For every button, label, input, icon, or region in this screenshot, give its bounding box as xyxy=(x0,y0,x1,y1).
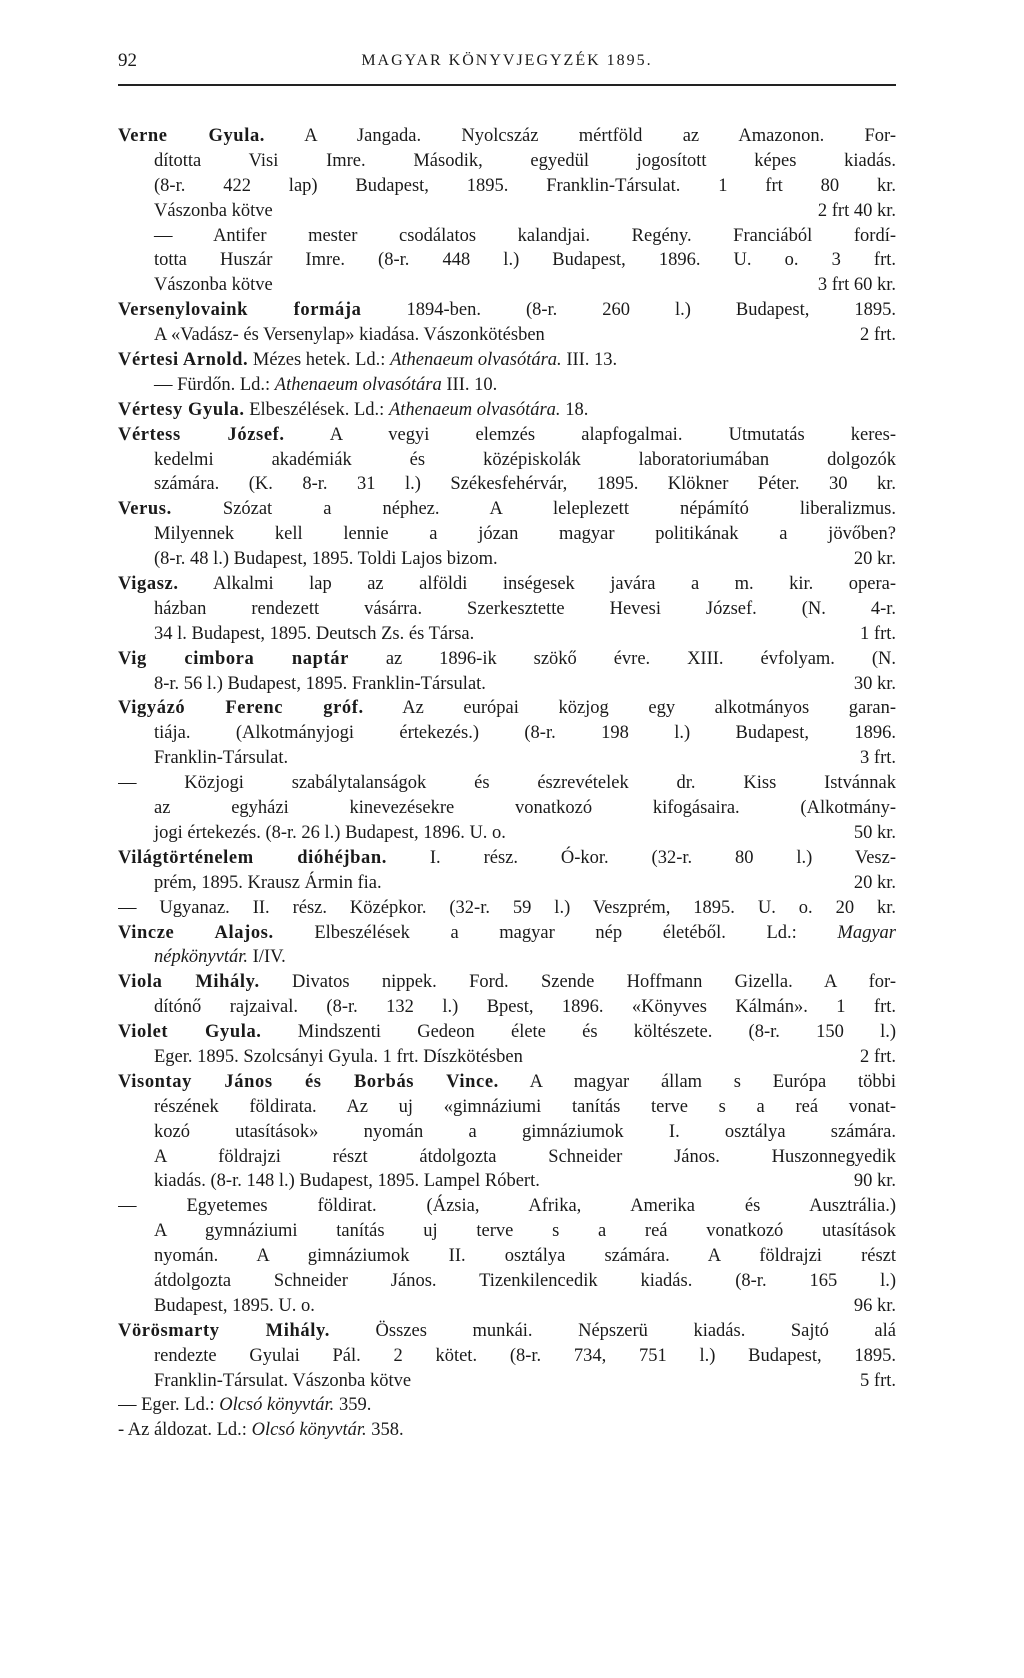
text-line xyxy=(118,1369,896,1394)
text-line xyxy=(118,298,896,323)
entry-text: Mézes hetek. Ld.: xyxy=(248,350,391,371)
text-line xyxy=(118,995,896,1020)
entry-text: dította Visi Imre. Második, egyedül jogosított képes kiadás. xyxy=(154,150,896,171)
text-line xyxy=(118,921,896,946)
series-title: Athenaeum olvasótára xyxy=(274,374,442,395)
text-line xyxy=(118,1120,896,1145)
entry-text: A magyar állam s Európa többi xyxy=(498,1071,896,1092)
entry-text: A gymnáziumi tanítás uj terve s a reá vonatkozó utasítások xyxy=(154,1221,896,1242)
text-line xyxy=(118,721,896,746)
text-line xyxy=(118,1169,896,1194)
entry-text: III. 10. xyxy=(441,374,498,395)
entry-text: nyomán. A gimnáziumok II. osztálya számára. A földrajzi részt xyxy=(154,1246,896,1267)
entry-text: — Egyetemes földirat. (Ázsia, Afrika, Amerika és Ausztrália.) xyxy=(118,1196,896,1217)
text-line xyxy=(118,323,896,348)
catalog-entries xyxy=(118,124,896,1443)
entry-heading: Visontay János és Borbás Vince. xyxy=(118,1071,499,1092)
entry-text: Összes munkái. Népszerü kiadás. Sajtó alá xyxy=(330,1320,896,1341)
entry-heading: Vigasz. xyxy=(118,574,179,595)
entry-text: 1894-ben. (8-r. 260 l.) Budapest, 1895. xyxy=(361,300,896,321)
text-line xyxy=(118,497,896,522)
entry-heading: Viola Mihály. xyxy=(118,972,260,993)
entry-text: (8-r. 422 lap) Budapest, 1895. Franklin-Társulat. 1 frt 80 kr. xyxy=(154,175,896,196)
entry-text: jogi értekezés. (8-r. 26 l.) Budapest, 1896. U. o. xyxy=(154,822,506,843)
series-title: Olcsó könyvtár. xyxy=(219,1395,335,1416)
text-line xyxy=(118,248,896,273)
entry-text: Elbeszélések a magyar nép életéből. Ld.: xyxy=(273,922,838,943)
entry-text: 18. xyxy=(560,399,589,420)
text-line xyxy=(118,796,896,821)
text-line xyxy=(118,746,896,771)
text-line xyxy=(118,1070,896,1095)
text-line xyxy=(118,199,896,224)
entry-text: A földrajzi részt átdolgozta Schneider János. Huszonnegyedik xyxy=(154,1146,896,1167)
text-line xyxy=(118,647,896,672)
page-header xyxy=(118,44,896,86)
text-line xyxy=(118,448,896,473)
text-line xyxy=(118,423,896,448)
price: 3 frt 60 kr. xyxy=(817,275,896,296)
text-line xyxy=(118,771,896,796)
series-title: Athenaeum olvasótára. xyxy=(388,399,561,420)
text-line xyxy=(118,472,896,497)
entry-heading: Violet Gyula. xyxy=(118,1022,262,1043)
entry-text: 358. xyxy=(366,1420,404,1441)
text-line xyxy=(118,1344,896,1369)
entry-text: A «Vadász- és Versenylap» kiadása. Vászonkötésben xyxy=(154,325,545,346)
entry-heading: Vincze Alajos. xyxy=(118,922,274,943)
text-line xyxy=(118,1219,896,1244)
entry-heading: Verus. xyxy=(118,499,172,520)
text-line xyxy=(118,522,896,547)
entry-text: (8-r. 48 l.) Budapest, 1895. Toldi Lajos bizom. xyxy=(154,549,498,570)
price: 20 kr. xyxy=(853,872,896,893)
text-line xyxy=(118,1020,896,1045)
text-line xyxy=(118,597,896,622)
entry-text: prém, 1895. Krausz Ármin fia. xyxy=(154,872,382,893)
price: 2 frt. xyxy=(860,1046,896,1067)
text-line xyxy=(118,622,896,647)
entry-text: kiadás. (8-r. 148 l.) Budapest, 1895. Lampel Róbert. xyxy=(154,1171,540,1192)
entry-text: tiája. (Alkotmányjogi értekezés.) (8-r. 198 l.) Budapest, 1896. xyxy=(154,723,896,744)
entry-text: dítónő rajzaival. (8-r. 132 l.) Bpest, 1896. «Könyves Kálmán». 1 frt. xyxy=(154,997,896,1018)
entry-text: — Eger. Ld.: xyxy=(118,1395,220,1416)
entry-heading: Világtörténelem dióhéjban. xyxy=(118,847,387,868)
entry-text: átdolgozta Schneider János. Tizenkilencedik kiadás. (8-r. 165 l.) xyxy=(154,1270,896,1291)
entry-heading: Vigyázó Ferenc gróf. xyxy=(118,698,364,719)
text-line xyxy=(118,398,896,423)
text-line xyxy=(118,672,896,697)
text-line xyxy=(118,124,896,149)
text-line xyxy=(118,1095,896,1120)
entry-heading: Vig cimbora naptár xyxy=(118,648,349,669)
text-line xyxy=(118,1145,896,1170)
entry-text: Franklin-Társulat. xyxy=(154,748,289,769)
text-line xyxy=(118,970,896,995)
price: 96 kr. xyxy=(853,1295,896,1316)
entry-text: 8-r. 56 l.) Budapest, 1895. Franklin-Társulat. xyxy=(154,673,486,694)
entry-text: Az európai közjog egy alkotmányos garan- xyxy=(363,698,896,719)
text-line xyxy=(118,945,896,970)
entry-text: az egyházi kinevezésekre vonatkozó kifogásaira. (Alkotmány- xyxy=(154,798,896,819)
entry-text: Mindszenti Gedeon élete és költészete. (8-r. 150 l.) xyxy=(261,1022,896,1043)
entry-text: Franklin-Társulat. Vászonba kötve xyxy=(154,1370,412,1391)
entry-text: A Jangada. Nyolcszáz mértföld az Amazonon. For- xyxy=(265,126,896,146)
text-line xyxy=(118,821,896,846)
text-line xyxy=(118,547,896,572)
series-title: Olcsó könyvtár. xyxy=(251,1420,367,1441)
text-line xyxy=(118,896,896,921)
text-line xyxy=(118,273,896,298)
entry-text: 34 l. Budapest, 1895. Deutsch Zs. és Társa. xyxy=(154,623,475,644)
entry-text: I. rész. Ó-kor. (32-r. 80 l.) Vesz- xyxy=(387,847,896,868)
entry-heading: Versenylovaink formája xyxy=(118,300,362,321)
entry-heading: Vörösmarty Mihály. xyxy=(118,1320,331,1341)
price: 1 frt. xyxy=(860,623,896,644)
entry-text: Milyennek kell lennie a józan magyar politikának a jövőben? xyxy=(154,524,896,545)
entry-heading: Vértess József. xyxy=(118,424,285,445)
text-line xyxy=(118,373,896,398)
price: 3 frt. xyxy=(860,748,896,769)
entry-text: Szózat a néphez. A leleplezett népámító liberalizmus. xyxy=(171,499,896,520)
entry-heading: Vértesy Gyula. xyxy=(118,399,245,420)
entry-text: — Antifer mester csodálatos kalandjai. Regény. Franciából fordí- xyxy=(154,225,896,246)
entry-text: kozó utasítások» nyomán a gimnáziumok I. osztálya számára. xyxy=(154,1121,896,1142)
price: 20 kr. xyxy=(853,549,896,570)
entry-text: Divatos nippek. Ford. Szende Hoffmann Gizella. A for- xyxy=(259,972,896,993)
entry-text: Eger. 1895. Szolcsányi Gyula. 1 frt. Díszkötésben xyxy=(154,1046,523,1067)
price: 5 frt. xyxy=(860,1370,896,1391)
entry-text: III. 13. xyxy=(561,350,618,371)
text-line xyxy=(118,1194,896,1219)
text-line xyxy=(118,1319,896,1344)
text-line xyxy=(118,1045,896,1070)
running-title: MAGYAR KÖNYVJEGYZÉK 1895. xyxy=(361,52,653,69)
entry-heading: Verne Gyula. xyxy=(118,126,266,146)
price: 90 kr. xyxy=(853,1171,896,1192)
entry-text: totta Huszár Imre. (8-r. 448 l.) Budapest, 1896. U. o. 3 frt. xyxy=(154,250,896,271)
text-line xyxy=(118,1393,896,1418)
price: 30 kr. xyxy=(853,673,896,694)
entry-text: Budapest, 1895. U. o. xyxy=(154,1295,315,1316)
price: 50 kr. xyxy=(853,822,896,843)
entry-text: — Közjogi szabálytalanságok és észrevételek dr. Kiss Istvánnak xyxy=(118,773,896,794)
entry-text: rendezte Gyulai Pál. 2 kötet. (8-r. 734, 751 l.) Budapest, 1895. xyxy=(154,1345,896,1366)
series-title: Magyar xyxy=(837,922,896,943)
text-line xyxy=(118,1269,896,1294)
series-title: népkönyvtár. xyxy=(154,947,249,968)
entry-text: Elbeszélések. Ld.: xyxy=(244,399,389,420)
entry-text: - Az áldozat. Ld.: xyxy=(118,1420,252,1441)
entry-text: — Fürdőn. Ld.: xyxy=(154,374,275,395)
entry-text: Alkalmi lap az alföldi inségesek javára a m. kir. opera- xyxy=(178,574,896,595)
text-line xyxy=(118,149,896,174)
text-line xyxy=(118,174,896,199)
text-line xyxy=(118,846,896,871)
entry-text: Vászonba kötve xyxy=(154,200,273,221)
entry-heading: Vértesi Arnold. xyxy=(118,350,249,371)
text-line xyxy=(118,572,896,597)
text-line xyxy=(118,1294,896,1319)
page-number: 92 xyxy=(118,50,137,71)
text-line xyxy=(118,696,896,721)
entry-text: számára. (K. 8-r. 31 l.) Székesfehérvár, 1895. Klökner Péter. 30 kr. xyxy=(154,474,896,495)
text-line xyxy=(118,1418,896,1443)
entry-text: házban rendezett vásárra. Szerkesztette Hevesi József. (N. 4-r. xyxy=(154,598,896,619)
entry-text: 359. xyxy=(334,1395,372,1416)
entry-text: A vegyi elemzés alapfogalmai. Utmutatás keres- xyxy=(284,424,896,445)
entry-text: I/IV. xyxy=(248,947,286,968)
entry-text: Vászonba kötve xyxy=(154,275,273,296)
series-title: Athenaeum olvasótára. xyxy=(390,350,562,371)
price: 2 frt. xyxy=(860,325,896,346)
entry-text: az 1896-ik szökő évre. XIII. évfolyam. (N. xyxy=(348,648,896,669)
text-line xyxy=(118,348,896,373)
price: 2 frt 40 kr. xyxy=(817,200,896,221)
entry-text: kedelmi akadémiák és középiskolák laboratoriumában dolgozók xyxy=(154,449,896,470)
entry-text: — Ugyanaz. II. rész. Középkor. (32-r. 59 l.) Veszprém, 1895. U. o. 20 kr. xyxy=(118,897,896,918)
text-line xyxy=(118,871,896,896)
entry-text: részének földirata. Az uj «gimnáziumi tanítás terve s a reá vonat- xyxy=(154,1096,896,1117)
text-line xyxy=(118,1244,896,1269)
text-line xyxy=(118,224,896,249)
